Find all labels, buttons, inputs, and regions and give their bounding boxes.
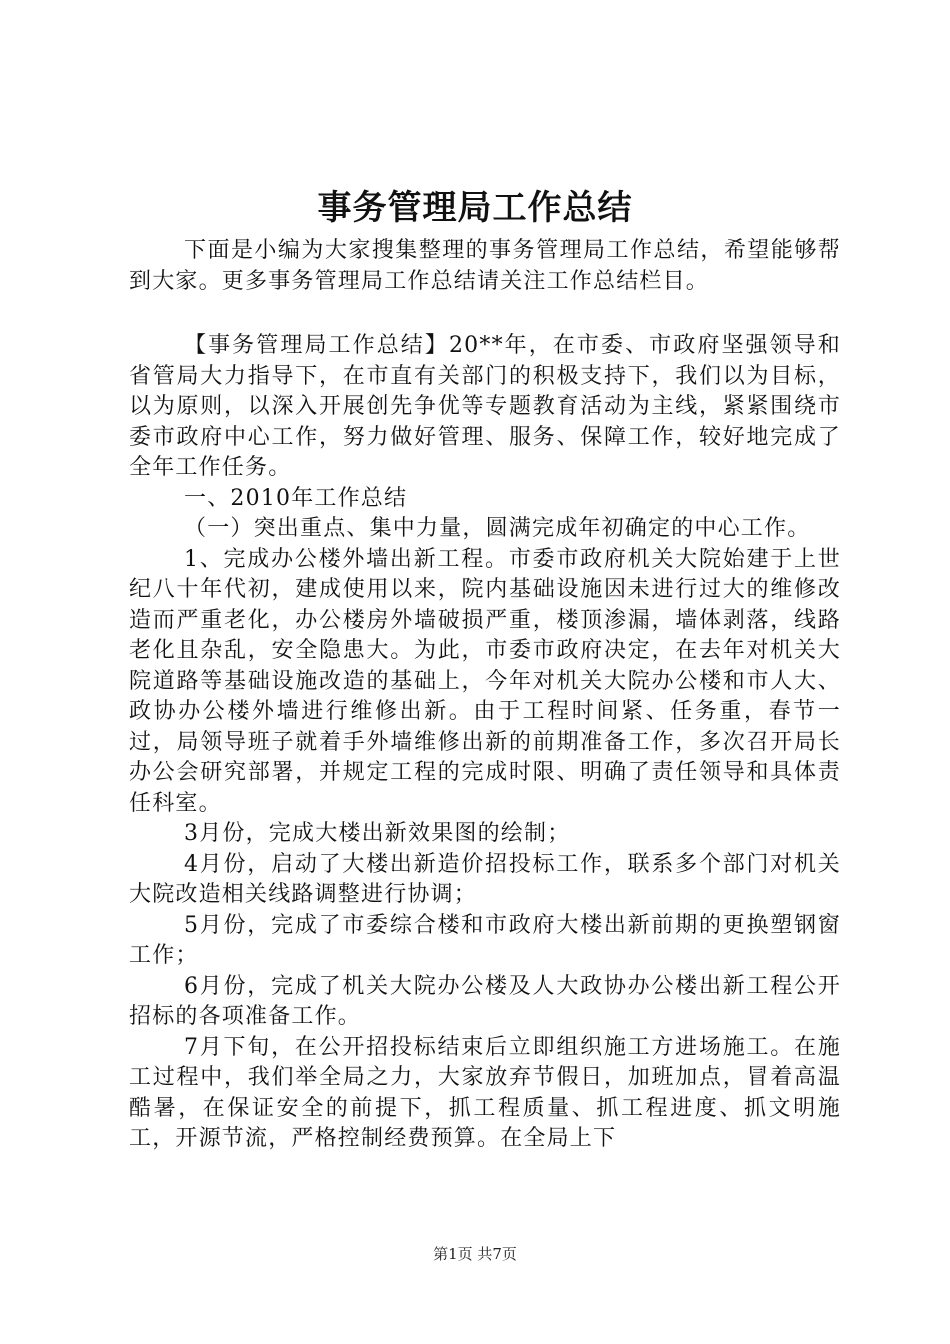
- page-footer: 第1页 共7页: [433, 1245, 517, 1263]
- section-heading: 一、2010年工作总结: [184, 485, 408, 511]
- summary-paragraph: 【事务管理局工作总结】20**年，在市委、市政府坚强领导和省管局大力指导下，在市直有关部门的积极支持下，我们以为目标，以为原则，以深入开展创先争优等专题教育活动为主线，紧紧围绕市委市政府中心工作，努力做好管理、服务、保障工作，较好地完成了全年工作任务。: [129, 333, 841, 480]
- document-body: [129, 236, 841, 1155]
- intro-paragraph: 下面是小编为大家搜集整理的事务管理局工作总结，希望能够帮到大家。更多事务管理局工作总结请关注工作总结栏目。: [129, 238, 841, 294]
- month-item: 7月下旬，在公开招投标结束后立即组织施工方进场施工。在施工过程中，我们举全局之力，大家放弃节假日，加班加点，冒着高温酷暑，在保证安全的前提下，抓工程质量、抓工程进度、抓文明施工，开源节流，严格控制经费预算。在全局上下: [129, 1034, 841, 1151]
- item-paragraph: 1、完成办公楼外墙出新工程。市委市政府机关大院始建于上世纪八十年代初，建成使用以来，院内基础设施因未进行过大的维修改造而严重老化，办公楼房外墙破损严重，楼顶渗漏，墙体剥落，线路老化且杂乱，安全隐患大。为此，市委市政府决定，在去年对机关大院道路等基础设施改造的基础上，今年对机关大院办公楼和市人大、政协办公楼外墙进行维修出新。由于工程时间紧、任务重，春节一过，局领导班子就着手外墙维修出新的前期准备工作，多次召开局长办公会研究部署，并规定工程的完成时限、明确了责任领导和具体责任科室。: [129, 546, 841, 816]
- month-item: 4月份，启动了大楼出新造价招投标工作，联系多个部门对机关大院改造相关线路调整进行协调；: [129, 851, 841, 907]
- document-title: 事务管理局工作总结: [317, 188, 633, 228]
- month-item: 6月份，完成了机关大院办公楼及人大政协办公楼出新工程公开招标的各项准备工作。: [129, 973, 841, 1029]
- month-item: 3月份，完成大楼出新效果图的绘制；: [184, 821, 571, 846]
- subsection-heading: （一）突出重点、集中力量，圆满完成年初确定的中心工作。: [184, 516, 811, 541]
- month-item: 5月份，完成了市委综合楼和市政府大楼出新前期的更换塑钢窗工作；: [129, 912, 841, 968]
